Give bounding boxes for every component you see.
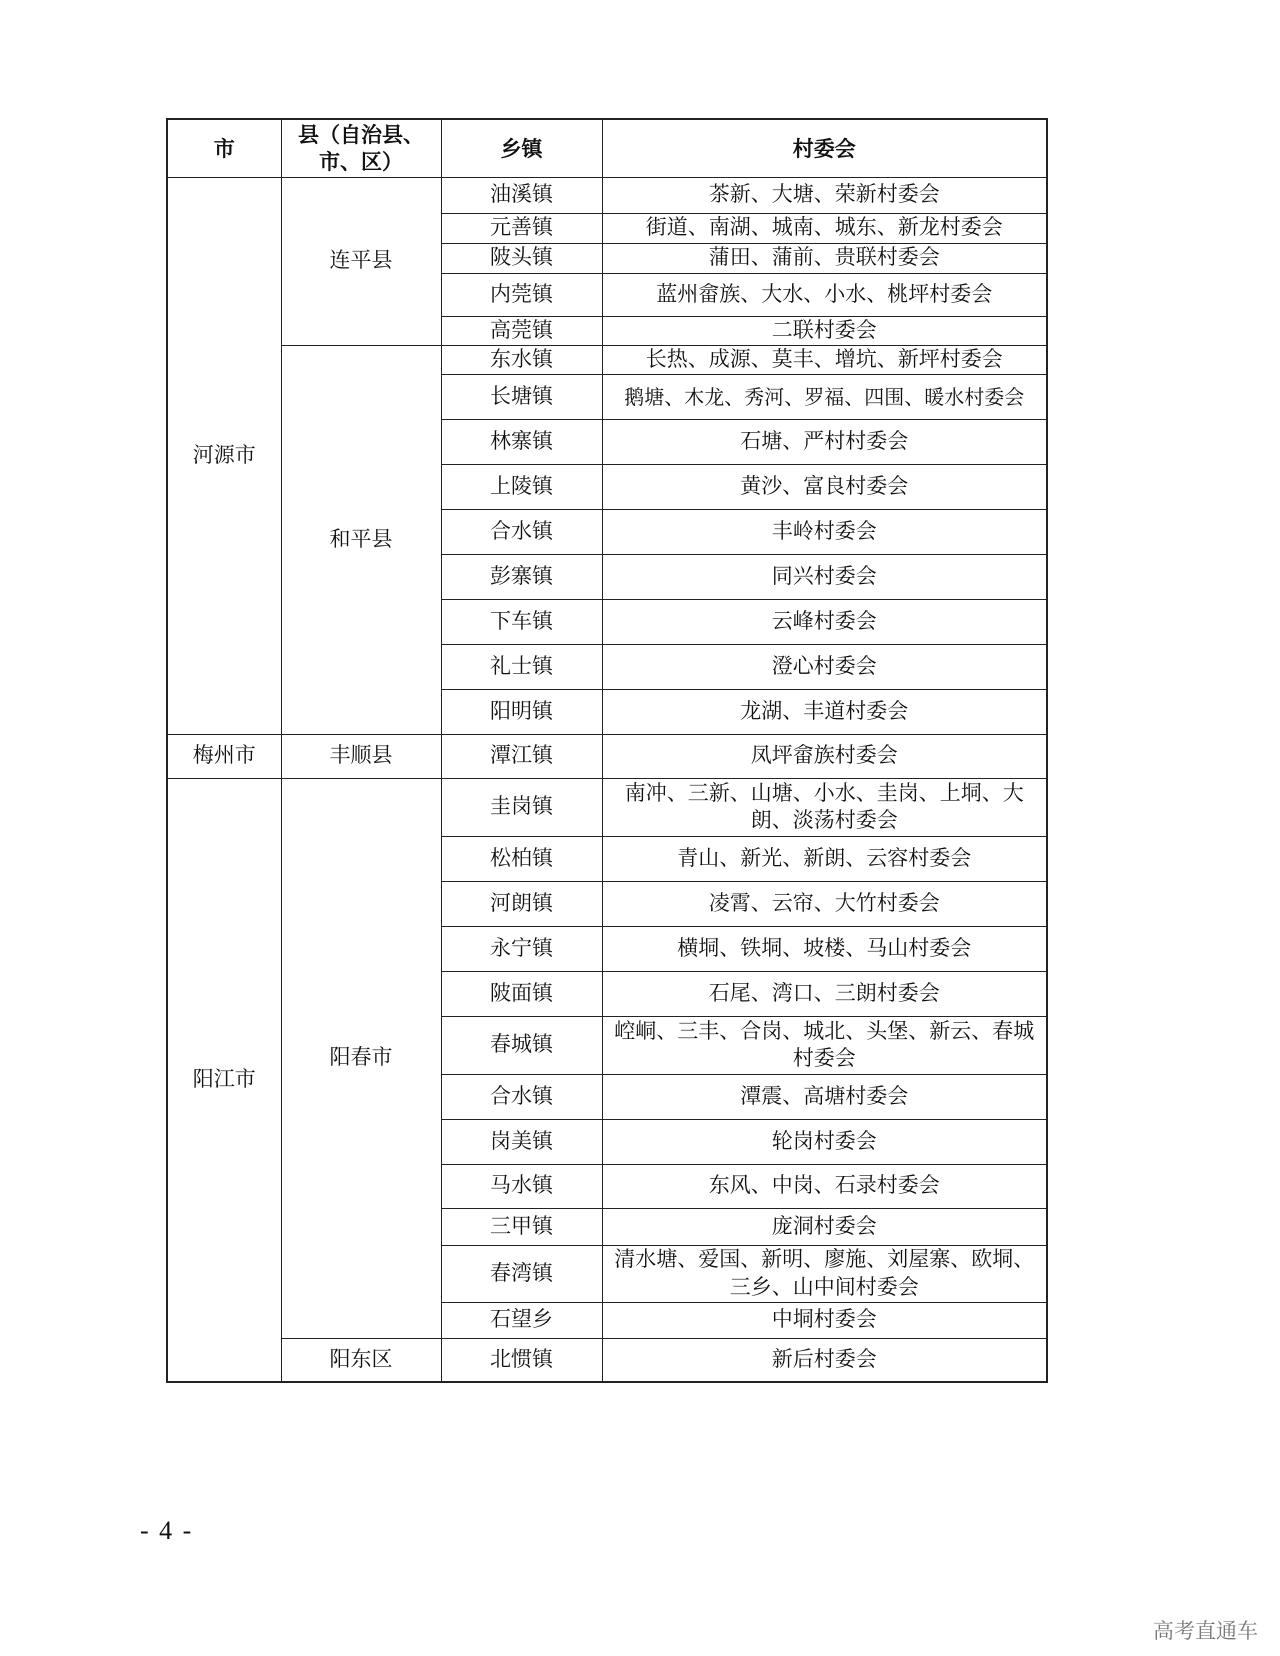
village-cell: 庞洞村委会 [602,1208,1047,1245]
village-cell: 石尾、湾口、三朗村委会 [602,971,1047,1016]
town-cell: 阳明镇 [441,689,602,734]
county-cell: 丰顺县 [281,734,441,778]
town-cell: 春城镇 [441,1016,602,1074]
village-cell: 街道、南湖、城南、城东、新龙村委会 [602,213,1047,243]
town-cell: 河朗镇 [441,881,602,926]
town-cell: 三甲镇 [441,1208,602,1245]
village-cell: 丰岭村委会 [602,509,1047,554]
city-cell: 梅州市 [167,734,281,778]
village-cell: 横垌、铁垌、坡楼、马山村委会 [602,926,1047,971]
village-cell: 崆峒、三丰、合岗、城北、头堡、新云、春城村委会 [602,1016,1047,1074]
town-cell: 下车镇 [441,599,602,644]
town-cell: 圭岗镇 [441,778,602,836]
town-cell: 春湾镇 [441,1245,602,1302]
town-cell: 合水镇 [441,1074,602,1119]
table-row [167,177,1047,213]
county-cell: 连平县 [281,177,441,345]
village-cell: 东风、中岗、石录村委会 [602,1164,1047,1208]
town-cell: 林寨镇 [441,419,602,464]
village-cell: 清水塘、爱国、新明、廖施、刘屋寨、欧垌、三乡、山中间村委会 [602,1245,1047,1302]
town-cell: 潭江镇 [441,734,602,778]
town-cell: 岗美镇 [441,1119,602,1164]
town-cell: 油溪镇 [441,177,602,213]
village-cell: 二联村委会 [602,316,1047,345]
town-cell: 东水镇 [441,345,602,374]
table-row [167,734,1047,778]
village-committee-table [166,118,1048,1383]
page-number: - 4 - [140,1516,194,1545]
village-cell: 南冲、三新、山塘、小水、圭岗、上垌、大朗、淡荡村委会 [602,778,1047,836]
village-cell: 澄心村委会 [602,644,1047,689]
village-cell: 石塘、严村村委会 [602,419,1047,464]
village-cell: 新后村委会 [602,1338,1047,1382]
town-cell: 陂面镇 [441,971,602,1016]
village-cell: 潭震、高塘村委会 [602,1074,1047,1119]
header-city: 市 [167,119,281,177]
town-cell: 长塘镇 [441,374,602,419]
village-cell: 蓝州畲族、大水、小水、桃坪村委会 [602,273,1047,316]
village-cell: 鹅塘、木龙、秀河、罗福、四围、暖水村委会 [602,374,1047,419]
town-cell: 高莞镇 [441,316,602,345]
village-cell: 蒲田、蒲前、贵联村委会 [602,243,1047,273]
village-cell: 同兴村委会 [602,554,1047,599]
village-cell: 云峰村委会 [602,599,1047,644]
town-cell: 马水镇 [441,1164,602,1208]
city-cell: 阳江市 [167,778,281,1382]
header-town: 乡镇 [441,119,602,177]
table-header-row [167,119,1047,177]
village-cell: 凌霄、云帘、大竹村委会 [602,881,1047,926]
town-cell: 永宁镇 [441,926,602,971]
village-cell: 黄沙、富良村委会 [602,464,1047,509]
village-cell: 长热、成源、莫丰、增坑、新坪村委会 [602,345,1047,374]
village-cell: 轮岗村委会 [602,1119,1047,1164]
county-cell: 和平县 [281,345,441,734]
village-cell: 凤坪畲族村委会 [602,734,1047,778]
village-cell: 茶新、大塘、荣新村委会 [602,177,1047,213]
town-cell: 陂头镇 [441,243,602,273]
village-cell: 中垌村委会 [602,1302,1047,1338]
watermark-text: 高考直通车 [1153,1619,1258,1643]
county-cell: 阳春市 [281,778,441,1338]
city-cell: 河源市 [167,177,281,734]
village-cell: 龙湖、丰道村委会 [602,689,1047,734]
town-cell: 合水镇 [441,509,602,554]
table-row [167,1338,1047,1382]
town-cell: 礼士镇 [441,644,602,689]
town-cell: 石望乡 [441,1302,602,1338]
town-cell: 北惯镇 [441,1338,602,1382]
town-cell: 彭寨镇 [441,554,602,599]
table-row [167,345,1047,374]
town-cell: 上陵镇 [441,464,602,509]
town-cell: 元善镇 [441,213,602,243]
table-row [167,778,1047,836]
town-cell: 松柏镇 [441,836,602,881]
village-cell: 青山、新光、新朗、云容村委会 [602,836,1047,881]
county-cell: 阳东区 [281,1338,441,1382]
town-cell: 内莞镇 [441,273,602,316]
header-county: 县（自治县、市、区） [281,119,441,177]
header-village: 村委会 [602,119,1047,177]
